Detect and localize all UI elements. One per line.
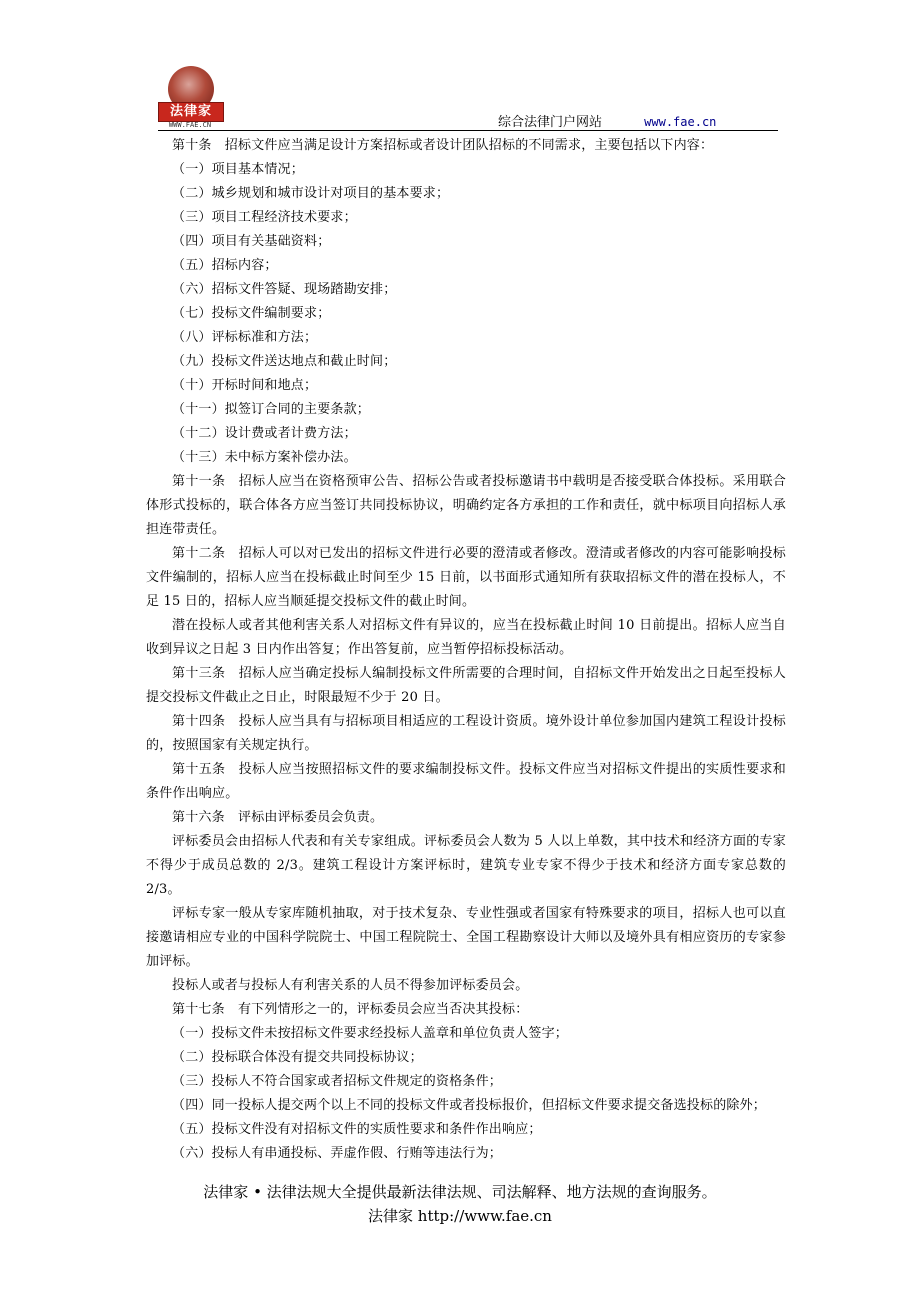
- paragraph: （四）同一投标人提交两个以上不同的投标文件或者投标报价，但招标文件要求提交备选投标的除外；: [172, 1098, 767, 1113]
- paragraph: （十一）拟签订合同的主要条款；: [172, 402, 371, 417]
- paragraph: （三）投标人不符合国家或者招标文件规定的资格条件；: [172, 1074, 503, 1089]
- paragraph: （九）投标文件送达地点和截止时间；: [172, 354, 397, 369]
- paragraph: 投标人或者与投标人有利害关系的人员不得参加评标委员会。: [172, 978, 529, 993]
- paragraph: （七）投标文件编制要求；: [172, 306, 331, 321]
- paragraph: 第十四条 投标人应当具有与招标项目相适应的工程设计资质。境外设计单位参加国内建筑工程设计投标的，按照国家有关规定执行。: [146, 714, 786, 753]
- paragraph: 第十三条 招标人应当确定投标人编制投标文件所需要的合理时间，自招标文件开始发出之日起至投标人提交投标文件截止之日止，时限最短不少于 20 日。: [146, 666, 786, 705]
- document-body: [146, 134, 786, 1166]
- paragraph: 第十五条 投标人应当按照招标文件的要求编制投标文件。投标文件应当对招标文件提出的实质性要求和条件作出响应。: [146, 762, 786, 801]
- paragraph: 评标委员会由招标人代表和有关专家组成。评标委员会人数为 5 人以上单数，其中技术和经济方面的专家不得少于成员总数的 2/3。建筑工程设计方案评标时，建筑专业专家不得少于技术和经济方面专家总数的 2/3。: [146, 834, 786, 897]
- footer-site-link[interactable]: 法律家 http://www.fae.cn: [368, 1207, 552, 1225]
- paragraph: （十二）设计费或者计费方法；: [172, 426, 357, 441]
- paragraph: （八）评标标准和方法；: [172, 330, 318, 345]
- paragraph: （十）开标时间和地点；: [172, 378, 318, 393]
- paragraph: （六）投标人有串通投标、弄虚作假、行贿等违法行为；: [172, 1146, 503, 1161]
- header-divider: [158, 130, 778, 131]
- paragraph: （二）投标联合体没有提交共同投标协议；: [172, 1050, 423, 1065]
- site-url-link[interactable]: www.fae.cn: [644, 115, 717, 129]
- paragraph: 潜在投标人或者其他利害关系人对招标文件有异议的，应当在投标截止时间 10 日前提出。招标人应当自收到异议之日起 3 日内作出答复；作出答复前，应当暂停招标投标活动。: [146, 618, 786, 657]
- paragraph: （一）投标文件未按招标文件要求经投标人盖章和单位负责人签字；: [172, 1026, 569, 1041]
- paragraph: （六）招标文件答疑、现场踏勘安排；: [172, 282, 397, 297]
- site-name: 综合法律门户网站: [498, 115, 603, 130]
- header-site-info: [498, 111, 716, 130]
- paragraph: 第十二条 招标人可以对已发出的招标文件进行必要的澄清或者修改。澄清或者修改的内容可能影响投标文件编制的，招标人应当在投标截止时间至少 15 日前，以书面形式通知所有获取招标文件的潜在投标人，不足 15 日的，招标人应当顺延提交投标文件的截止时间。: [146, 546, 786, 609]
- paragraph: （三）项目工程经济技术要求；: [172, 210, 357, 225]
- paragraph: 第十七条 有下列情形之一的，评标委员会应当否决其投标：: [172, 1002, 529, 1017]
- logo-text: 法律家: [158, 102, 224, 122]
- site-logo[interactable]: [158, 66, 228, 130]
- paragraph: 第十条 招标文件应当满足设计方案招标或者设计团队招标的不同需求，主要包括以下内容：: [172, 138, 714, 153]
- paragraph: （五）投标文件没有对招标文件的实质性要求和条件作出响应；: [172, 1122, 542, 1137]
- paragraph: （五）招标内容；: [172, 258, 278, 273]
- logo-url: WWW.FAE.CN: [168, 121, 212, 129]
- paragraph: （二）城乡规划和城市设计对项目的基本要求；: [172, 186, 450, 201]
- paragraph: 第十六条 评标由评标委员会负责。: [172, 810, 384, 825]
- paragraph: 评标专家一般从专家库随机抽取，对于技术复杂、专业性强或者国家有特殊要求的项目，招标人也可以直接邀请相应专业的中国科学院院士、中国工程院院士、全国工程勘察设计大师以及境外具有相应资历的专家参加评标。: [146, 906, 786, 969]
- paragraph: （四）项目有关基础资料；: [172, 234, 331, 249]
- paragraph: 第十一条 招标人应当在资格预审公告、招标公告或者投标邀请书中载明是否接受联合体投标。采用联合体形式投标的，联合体各方应当签订共同投标协议，明确约定各方承担的工作和责任，就中标项目向招标人承担连带责任。: [146, 474, 786, 537]
- page-footer: [0, 1180, 920, 1228]
- footer-tagline: 法律家 • 法律法规大全提供最新法律法规、司法解释、地方法规的查询服务。: [203, 1183, 717, 1201]
- paragraph: （十三）未中标方案补偿办法。: [172, 450, 357, 465]
- paragraph: （一）项目基本情况；: [172, 162, 305, 177]
